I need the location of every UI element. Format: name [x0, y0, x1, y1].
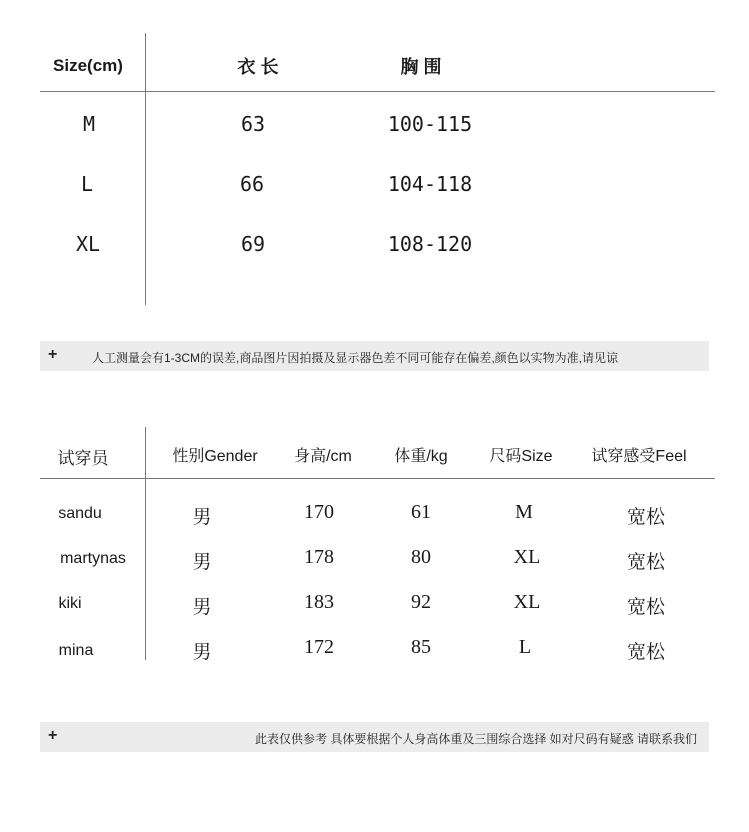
weight-cell: 85: [411, 636, 431, 658]
tester-name: martynas: [60, 550, 126, 567]
size-table-divider: [145, 33, 146, 305]
size-cell: XL: [75, 232, 101, 256]
gender-cell: 男: [192, 642, 212, 663]
tryon-header-feel: 试穿感受Feel: [591, 448, 687, 465]
tryon-table-header-line: [40, 478, 715, 479]
height-cell: 178: [304, 546, 334, 568]
feel-cell: 宽松: [626, 507, 666, 528]
length-cell: 66: [239, 172, 265, 196]
chest-cell: 104-118: [387, 172, 473, 196]
gender-cell: 男: [192, 507, 212, 528]
gender-cell: 男: [192, 597, 212, 618]
tryon-header-height: 身高/cm: [294, 448, 352, 465]
size-header-chest: 胸 围: [400, 57, 442, 77]
chest-cell: 108-120: [387, 232, 473, 256]
feel-cell: 宽松: [626, 642, 666, 663]
feel-cell: 宽松: [626, 552, 666, 573]
tester-name: mina: [58, 642, 94, 659]
measurement-note: [40, 341, 709, 371]
plus-icon: +: [48, 346, 58, 363]
size-cell: L: [518, 636, 532, 658]
weight-cell: 80: [411, 546, 431, 568]
weight-cell: 92: [411, 591, 431, 613]
size-cell: M: [82, 112, 96, 136]
size-header-size: Size(cm): [53, 56, 123, 75]
size-cell: XL: [513, 591, 541, 613]
size-cell: L: [80, 172, 94, 196]
feel-cell: 宽松: [626, 597, 666, 618]
gender-cell: 男: [192, 552, 212, 573]
length-cell: 63: [240, 112, 266, 136]
length-cell: 69: [240, 232, 266, 256]
height-cell: 172: [304, 636, 334, 658]
tryon-table-divider: [145, 427, 146, 660]
measurement-note-text: 人工测量会有1-3CM的误差,商品图片因拍摄及显示器色差不同可能存在偏差,颜色以实物为准,请见谅: [92, 351, 619, 365]
chest-cell: 100-115: [387, 112, 473, 136]
size-cell: XL: [513, 546, 541, 568]
tryon-header-tester: 试穿员: [57, 449, 109, 468]
tester-name: sandu: [58, 505, 102, 522]
tryon-header-gender: 性别Gender: [172, 448, 258, 465]
tryon-header-size: 尺码Size: [489, 448, 553, 465]
reference-note-text: 此表仅供参考 具体要根据个人身高体重及三围综合选择 如对尺码有疑惑 请联系我们: [254, 732, 697, 746]
reference-note: [40, 722, 709, 752]
size-table-header-line: [40, 91, 715, 92]
size-cell: M: [515, 501, 533, 523]
height-cell: 183: [304, 591, 334, 613]
tryon-header-weight: 体重/kg: [394, 448, 448, 465]
plus-icon: +: [48, 727, 58, 744]
tester-name: kiki: [58, 595, 82, 612]
weight-cell: 61: [411, 501, 431, 523]
size-header-length: 衣 长: [237, 57, 279, 77]
height-cell: 170: [304, 501, 334, 523]
